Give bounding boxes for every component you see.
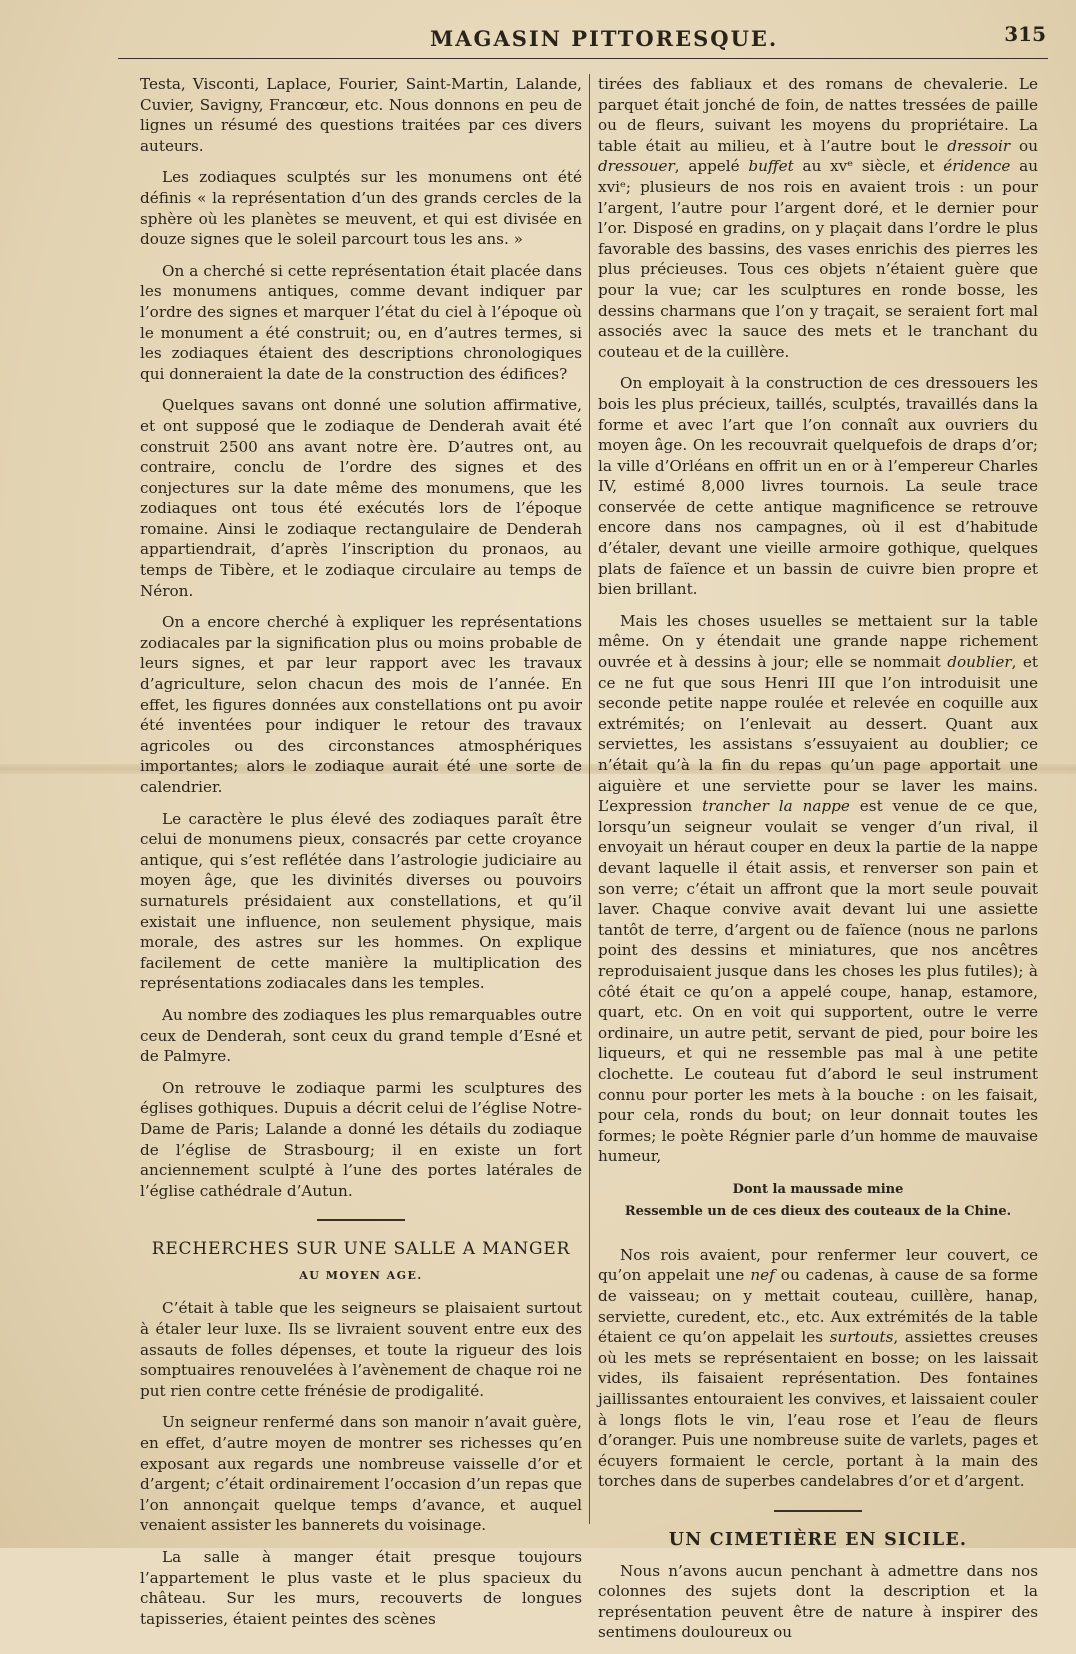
section-subtitle: AU MOYEN AGE. [299,1268,423,1282]
verse-quote [598,1179,1038,1223]
paragraph: On employait à la construction de ces dressouers les bois les plus précieux, taillés, sculptés, travaillés dans la forme et avec l’art que l’on connaît aux ouvriers du moyen âge. On les recouvrait quelquefois de draps d’or; la ville d’Orléans en offrit un en or à l’empereur Charles IV, estimé 8,000 livres tournois. La seule trace conservée de cette antique magnificence se retrouve encore dans nos campagnes, où il est d’habitude d’étaler, devant une vieille armoire gothique, quelques plats de faïence et un bassin de cuivre bien propre et bien brillant. [598,374,1038,599]
paragraph: Nous n’avons aucun penchant à admettre dans nos colonnes des sujets dont la description et la représentation peuvent être de nature à inspirer des sentimens douloureux ou [598,1561,1038,1642]
paragraph: Mais les choses usuelles se mettaient sur la table même. On y étendait une grande nappe richement ouvrée et à dessins à jour; elle se nommait doublier, et ce ne fut que sous Henri III que l’on introduisit une seconde petite nappe roulée et relevée en coquille aux extrémités; on l’enlevait au dessert. Quant aux serviettes, les assistans s’essuyaient au doublier; ce n’était qu’à la fin du repas qu’un page apportait une aiguière et une serviette pour se laver les mains. L’expression trancher la nappe est venue de ce que, lorsqu’un seigneur voulait se venger d’un rival, il envoyait un héraut couper en deux la partie de la nappe devant laquelle il était assis, et renverser son pain et son verre; c’était un affront que la mort seule pouvait laver. Chaque convive avait devant lui une assiette tantôt de terre, d’argent ou de faïence (nous ne parlons point des dessins et miniatures, que nos ancêtres reproduisaient jusque dans les choses les plus futiles); à côté était ce qu’on a appelé coupe, hanap, estamore, quart, etc. On en voit qui supportent, outre le verre ordinaire, un autre petit, servant de pied, pour boire les liqueurs, et qui ne ressemble pas mal à une petite clochette. Le couteau fut d’abord le seul instrument connu pour porter les mets à la bouche : on les faisait, pour cela, ronds du bout; on leur donnait toutes les formes; le poète Régnier parle d’un homme de mauvaise humeur, [598,611,1038,1166]
quote-line: Ressemble un de ces dieux des couteaux de la Chine. [624,1203,1012,1219]
paragraph: On a encore cherché à expliquer les représentations zodiacales par la signification plus ou moins probable de leurs signes, et par leur rapport avec les travaux d’agriculture, selon chacun des mois de l’année. En effet, les figures données aux constellations ont pu avoir été inventées pour indiquer le retour des travaux agricoles ou des circonstances atmosphériques importantes; alors le zodiaque aurait été une sorte de calendrier. [140,613,582,796]
quote-line: Dont la maussade mine [732,1181,904,1197]
right-column [598,74,1038,1654]
column-divider [589,74,590,1524]
section-title: RECHERCHES SUR UNE SALLE A MANGER [151,1239,571,1260]
paragraph: On a cherché si cette représentation était placée dans les monumens antiques, comme devant indiquer par l’ordre des signes et marquer l’état du ciel à l’époque où le monument a été construit; ou, en d’autres termes, si les zodiaques étaient des descriptions chronologiques qui donneraient la date de la construction des édifices? [140,261,582,383]
magazine-title: MAGASIN PITTORESQUE. [430,26,779,51]
header-rule [118,58,1048,59]
paragraph: Quelques savans ont donné une solution affirmative, et ont supposé que le zodiaque de Denderah avait été construit 2500 ans avant notre ère. D’autres ont, au contraire, conclu de l’ordre des signes et des conjectures sur la date même des monumens, que les zodiaques ont tous été exécutés lors de l’époque romaine. Ainsi le zodiaque rectangulaire de Denderah appartiendrait, d’après l’inscription du pronaos, au temps de Tibère, et le zodiaque circulaire au temps de Néron. [140,396,582,600]
section-title: UN CIMETIÈRE EN SICILE. [668,1530,968,1550]
paragraph: C’était à table que les seigneurs se plaisaient surtout à étaler leur luxe. Ils se livraient souvent entre eux des assauts de folles dépenses, et toute la rigueur des lois somptuaires renouvelées à l’avènement de chaque roi ne put rien contre cette frénésie de prodigalité. [140,1299,582,1400]
paragraph: Nos rois avaient, pour renfermer leur couvert, ce qu’on appelait une nef ou cadenas, à cause de sa forme de vaisseau; on y mettait couteau, cuillère, hanap, serviette, curedent, etc., etc. Aux extrémités de la table étaient ce qu’on appelait les surtouts, assiettes creuses où les mets se représentaient en bosse; on les laissait vides, ils faisaient représentation. Des fontaines jaillissantes entouraient les convives, et laissaient couler à longs flots le vin, l’eau rose et l’eau de fleurs d’oranger. Puis une nombreuse suite de varlets, pages et écuyers formaient le cercle, portant à la main des torches dans de superbes candelabres d’or et d’argent. [598,1245,1039,1491]
paragraph: On retrouve le zodiaque parmi les sculptures des églises gothiques. Dupuis a décrit celui de l’église Notre-Dame de Paris; Lalande a donné les détails du zodiaque de l’église de Strasbourg; il en existe un fort anciennement sculpté à l’une des portes latérales de l’église cathédrale d’Autun. [140,1078,582,1200]
paragraph: tirées des fabliaux et des romans de chevalerie. Le parquet était jonché de foin, de nattes tressées de paille ou de fleurs, suivant les moyens du propriétaire. La table était au milieu, et à l’autre bout le dressoir ou dressouer, appelé buffet au xvᵉ siècle, et éridence au xviᵉ; plusieurs de nos rois en avaient trois : un pour l’argent, l’autre pour l’argent doré, et le dernier pour l’or. Disposé en gradins, on y plaçait dans l’ordre le plus favorable des bassins, des vases enrichis des pierres les plus précieuses. Tous ces objets n’étaient guère que pour la vue; car les sculptures en ronde bosse, les dessins charmans que l’on y traçait, se seraient fort mal associés avec la sauce des mets et le tranchant du couteau et de la cuillère. [598,75,1038,361]
paragraph: Le caractère le plus élevé des zodiaques paraît être celui de monumens pieux, consacrés par cette croyance antique, qui s’est reflétée dans l’astrologie judiciaire au moyen âge, que les divinités diverses ou pouvoirs surnaturels présidaient aux constellations, et qu’il existait une influence, non seulement physique, mais morale, des astres sur les hommes. On explique facilement de cette manière la multiplication des représentations zodiacales dans les temples. [140,809,582,993]
section-separator [774,1510,862,1512]
paragraph: Au nombre des zodiaques les plus remarquables outre ceux de Denderah, sont ceux du grand temple d’Esné et de Palmyre. [140,1005,582,1066]
left-column [140,74,582,1640]
paragraph: La salle à manger était presque toujours l’appartement le plus vaste et le plus spacieux du château. Sur les murs, recouverts de longues tapisseries, étaient peintes des scènes [140,1548,582,1628]
section-separator [317,1219,405,1221]
page-number: 315 [1004,22,1046,46]
paragraph: Les zodiaques sculptés sur les monumens ont été définis « la représentation d’un des grands cercles de la sphère où les planètes se meuvent, et qui est divisée en douze signes que le soleil parcourt tous les ans. » [140,168,582,249]
page-header [140,20,1046,54]
paragraph: Testa, Visconti, Laplace, Fourier, Saint-Martin, Lalande, Cuvier, Savigny, Francœur, etc. Nous donnons en peu de lignes un résumé des questions traitées par ces divers auteurs. [140,75,582,155]
paragraph: Un seigneur renfermé dans son manoir n’avait guère, en effet, d’autre moyen de montrer ses richesses qu’en exposant aux regards une nombreuse vaisselle d’or et d’argent; c’était ordinairement l’occasion d’un repas que l’on annonçait quelque temps d’avance, et auquel venaient assister les bannerets du voisinage. [140,1413,582,1535]
